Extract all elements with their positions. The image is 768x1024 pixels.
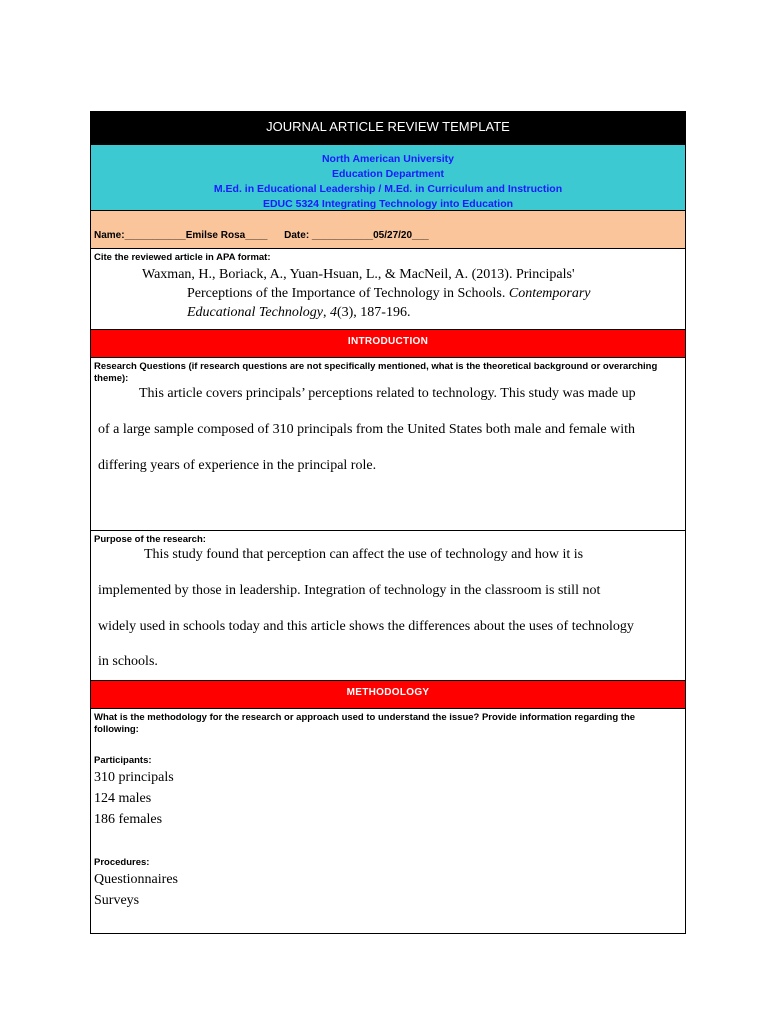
research-questions-label: Research Questions (if research questions are not specifically mentioned, what is the theoretical background or overarching theme): xyxy=(94,361,658,384)
purpose-text xyxy=(94,537,682,679)
participants-list xyxy=(94,767,682,830)
citation-line xyxy=(94,284,682,303)
citation-separator: , xyxy=(322,305,330,320)
citation-title: Perceptions of the Importance of Technology in Schools. xyxy=(187,286,509,301)
text-line: This article covers principals’ perceptions related to technology. This study was made up xyxy=(139,386,636,401)
journal-volume: 4 xyxy=(329,305,337,320)
list-item: 310 principals xyxy=(94,770,174,785)
student-name-field: Name:___________Emilse Rosa____ xyxy=(94,230,268,241)
purpose-section xyxy=(91,531,685,681)
department-name: Education Department xyxy=(331,168,444,180)
text-line: of a large sample composed of 310 principals from the United States both male and female with xyxy=(98,422,636,437)
date-field: Date: ___________05/27/20___ xyxy=(284,230,429,241)
list-item: 186 females xyxy=(94,812,163,827)
list-item: 124 males xyxy=(94,791,152,806)
methodology-section xyxy=(91,709,685,933)
methodology-question: What is the methodology for the research or approach used to understand the issue? Provide information regarding the following: xyxy=(94,712,636,735)
citation-line xyxy=(94,303,682,322)
citation-text xyxy=(94,265,682,322)
citation-pages: (3), 187-196. xyxy=(336,305,411,320)
course-name: EDUC 5324 Integrating Technology into Education xyxy=(262,198,514,210)
journal-name: Educational Technology xyxy=(187,305,323,320)
procedures-list xyxy=(94,869,682,911)
citation-line: Waxman, H., Boriack, A., Yuan-Hsuan, L., & MacNeil, A. (2013). Principals' xyxy=(142,267,575,282)
review-template-table xyxy=(90,111,686,934)
journal-name: Contemporary xyxy=(508,286,591,301)
program-name: M.Ed. in Educational Leadership / M.Ed. in Curriculum and Instruction xyxy=(213,183,563,195)
text-line: implemented by those in leadership. Integration of technology in the classroom is still not xyxy=(98,583,601,598)
text-line: differing years of experience in the principal role. xyxy=(98,458,377,473)
research-questions-text xyxy=(94,376,682,484)
template-title: JOURNAL ARTICLE REVIEW TEMPLATE xyxy=(91,112,685,145)
citation-section xyxy=(91,249,685,330)
research-questions-section xyxy=(91,358,685,531)
text-line: This study found that perception can affect the use of technology and how it is xyxy=(144,547,584,562)
list-item: Surveys xyxy=(94,893,140,908)
text-line: in schools. xyxy=(98,654,158,669)
list-item: Questionnaires xyxy=(94,872,178,887)
university-name: North American University xyxy=(321,153,455,165)
purpose-label: Purpose of the research: xyxy=(94,534,206,545)
introduction-heading: INTRODUCTION xyxy=(91,330,685,358)
methodology-heading: METHODOLOGY xyxy=(91,681,685,709)
text-line: widely used in schools today and this article shows the differences about the uses of technology xyxy=(98,619,634,634)
student-info-row xyxy=(91,211,685,249)
citation-label: Cite the reviewed article in APA format: xyxy=(94,252,271,263)
procedures-label: Procedures: xyxy=(94,857,150,868)
university-block xyxy=(91,145,685,211)
participants-label: Participants: xyxy=(94,755,152,766)
